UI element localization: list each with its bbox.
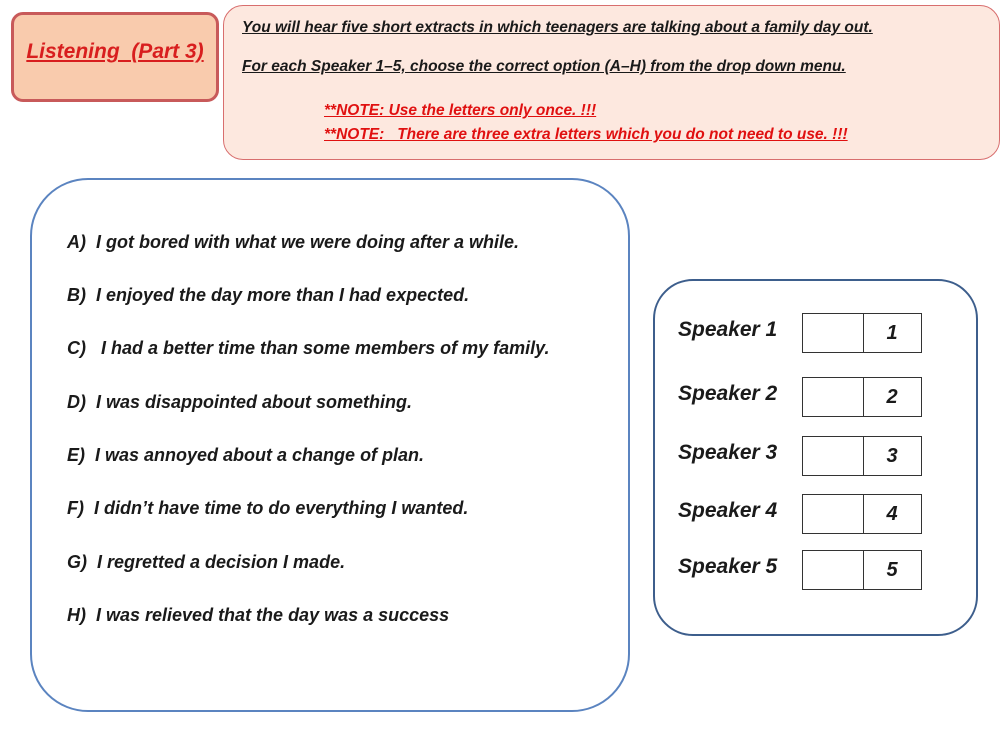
speaker-label-5: Speaker 5 — [678, 555, 778, 578]
instruction-line-2: For each Speaker 1–5, choose the correct option (A–H) from the drop down menu. — [242, 58, 846, 75]
speaker-number-4: 4 — [863, 494, 922, 534]
speaker-3-answer-dropdown[interactable] — [802, 436, 864, 476]
speaker-1-answer-dropdown[interactable] — [802, 313, 864, 353]
option-f: F) I didn’t have time to do everything I wanted. — [67, 498, 469, 518]
speaker-4-answer-dropdown[interactable] — [802, 494, 864, 534]
instruction-line-1: You will hear five short extracts in which teenagers are talking about a family day out. — [242, 19, 873, 36]
answers-box — [653, 279, 978, 636]
speaker-label-4: Speaker 4 — [678, 499, 778, 522]
speaker-row-3 — [655, 436, 976, 476]
option-c: C) I had a better time than some members of my family. — [67, 338, 550, 358]
speaker-label-2: Speaker 2 — [678, 382, 778, 405]
page-title: Listening (Part 3) — [26, 40, 204, 63]
speaker-number-3: 3 — [863, 436, 922, 476]
option-e: E) I was annoyed about a change of plan. — [67, 445, 425, 465]
options-box — [30, 178, 630, 712]
speaker-row-2 — [655, 377, 976, 417]
option-h: H) I was relieved that the day was a success — [67, 605, 450, 625]
speaker-number-1: 1 — [863, 313, 922, 353]
option-d: D) I was disappointed about something. — [67, 392, 413, 412]
speaker-label-3: Speaker 3 — [678, 441, 778, 464]
speaker-number-2: 2 — [863, 377, 922, 417]
speaker-2-answer-dropdown[interactable] — [802, 377, 864, 417]
instructions-box — [223, 5, 1000, 160]
speaker-label-1: Speaker 1 — [678, 318, 778, 341]
note-line-1: **NOTE: Use the letters only once. !!! — [324, 102, 597, 119]
speaker-number-5: 5 — [863, 550, 922, 590]
speaker-row-4 — [655, 494, 976, 534]
title-box — [11, 12, 219, 102]
option-a: A) I got bored with what we were doing after a while. — [67, 232, 520, 252]
speaker-row-5 — [655, 550, 976, 590]
option-b: B) I enjoyed the day more than I had expected. — [67, 285, 470, 305]
note-line-2: **NOTE: There are three extra letters which you do not need to use. !!! — [324, 126, 848, 143]
speaker-5-answer-dropdown[interactable] — [802, 550, 864, 590]
option-g: G) I regretted a decision I made. — [67, 552, 346, 572]
speaker-row-1 — [655, 313, 976, 353]
